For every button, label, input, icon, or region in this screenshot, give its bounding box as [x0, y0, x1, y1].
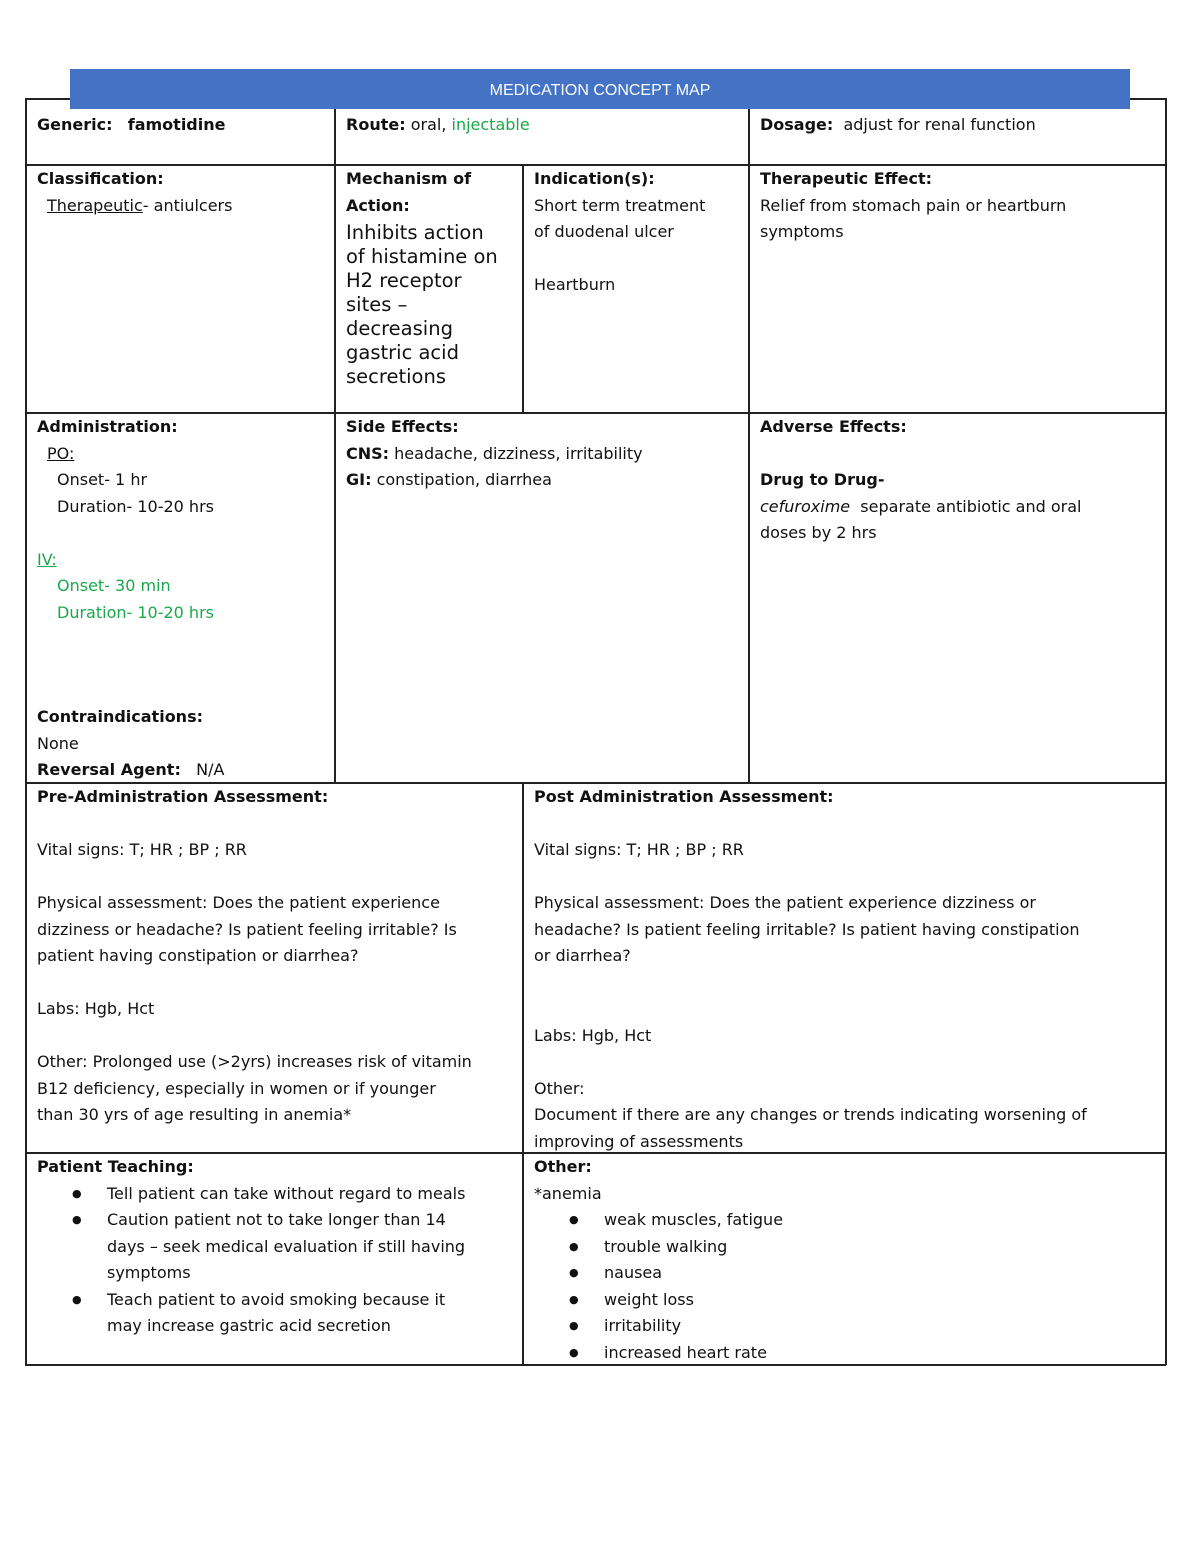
post-physical-line: Physical assessment: Does the patient experience dizziness or [534, 893, 1036, 912]
list-item-text: symptoms [107, 1263, 191, 1282]
route-label: Route: [346, 115, 406, 134]
list-item [37, 1207, 517, 1287]
col-divider-a [334, 98, 336, 783]
classification-cell [37, 166, 327, 219]
post-physical-line: or diarrhea? [534, 946, 631, 965]
pre-labs: Labs: Hgb, Hct [37, 999, 155, 1018]
classification-value [37, 193, 327, 220]
mechanism-line: sites – [346, 293, 408, 316]
side-effects-cns [346, 441, 741, 468]
other-cell [534, 1154, 1159, 1366]
pre-other-line: than 30 yrs of age resulting in anemia* [37, 1105, 352, 1124]
drug-interaction [760, 494, 1160, 521]
post-vitals: Vital signs: T; HR ; BP ; RR [534, 840, 744, 859]
gi-label: GI: [346, 470, 372, 489]
post-assessment-label: Post Administration Assessment: [534, 787, 834, 806]
classification-text: - antiulcers [142, 195, 233, 215]
post-labs: Labs: Hgb, Hct [534, 1025, 652, 1045]
list-item: ● irritability [534, 1313, 1159, 1340]
generic-label: Generic: [37, 115, 113, 134]
mechanism-line: Inhibits action [346, 221, 484, 244]
mechanism-cell [346, 166, 518, 389]
list-item-text: Teach patient to avoid smoking because it [107, 1289, 446, 1309]
list-item: ● nausea [534, 1260, 1159, 1287]
pre-vitals: Vital signs: T; HR ; BP ; RR [37, 840, 247, 859]
pre-physical-line: dizziness or headache? Is patient feeling irritable? Is [37, 919, 457, 939]
page-title: MEDICATION CONCEPT MAP [70, 69, 1130, 109]
po-duration: Duration- 10-20 hrs [57, 496, 214, 516]
administration-label: Administration: [37, 417, 178, 436]
mechanism-label-2: Action: [346, 195, 410, 215]
indications-line: Short term treatment [534, 195, 706, 215]
mechanism-line: gastric acid [346, 341, 459, 364]
adverse-effects-label: Adverse Effects: [760, 417, 907, 436]
pre-physical-line: patient having constipation or diarrhea? [37, 946, 359, 965]
generic-cell [37, 112, 327, 139]
indications-line: of duodenal ulcer [534, 222, 674, 241]
pre-other-line: Other: Prolonged use (>2yrs) increases risk of vitamin [37, 1052, 472, 1071]
therapeutic-effect-cell [760, 166, 1160, 246]
adverse-effects-cell [760, 414, 1160, 547]
dosage-cell [760, 112, 1160, 139]
list-item [37, 1287, 517, 1340]
route-value: oral, [410, 115, 447, 134]
list-item: ● weak muscles, fatigue [534, 1207, 1159, 1234]
iv-onset: Onset- 30 min [57, 576, 171, 595]
dosage-value: adjust for renal function [843, 115, 1036, 134]
list-item-text: may increase gastric acid secretion [107, 1316, 391, 1335]
post-other-line: Document if there are any changes or trends indicating worsening of [534, 1105, 1087, 1124]
iv-label: IV: [37, 549, 57, 569]
other-intro: *anemia [534, 1183, 602, 1203]
post-assessment-cell [534, 784, 1159, 1155]
list-item: ● weight loss [534, 1287, 1159, 1314]
list-item: ● trouble walking [534, 1234, 1159, 1261]
col-divider-d [522, 782, 524, 1365]
cns-value: headache, dizziness, irritability [394, 443, 643, 463]
list-item [37, 1181, 517, 1208]
reversal-value: N/A [196, 760, 225, 779]
gi-value: constipation, diarrhea [376, 470, 552, 489]
post-physical-line: headache? Is patient feeling irritable? Is patient having constipation [534, 919, 1080, 939]
drug-interaction-line: doses by 2 hrs [760, 523, 877, 542]
list-item: ● increased heart rate [534, 1340, 1159, 1367]
mechanism-line: H2 receptor [346, 269, 462, 292]
patient-teaching-label: Patient Teaching: [37, 1157, 194, 1176]
po-onset: Onset- 1 hr [57, 470, 148, 489]
indications-cell [534, 166, 744, 299]
list-item-text: Tell patient can take without regard to meals [107, 1183, 466, 1203]
table-border-right [1165, 98, 1167, 1365]
cns-label: CNS: [346, 443, 390, 463]
contraindications-label: Contraindications: [37, 707, 203, 726]
classification-label: Classification: [37, 169, 164, 188]
administration-cell [37, 414, 327, 626]
therapeutic-effect-line: Relief from stomach pain or heartburn [760, 195, 1067, 215]
route-cell [346, 112, 741, 139]
pre-other-line: B12 deficiency, especially in women or if younger [37, 1078, 436, 1098]
indications-label: Indication(s): [534, 169, 655, 188]
drug-to-drug-label: Drug to Drug- [760, 470, 885, 489]
pre-assessment-cell [37, 784, 517, 1129]
list-item-text: Caution patient not to take longer than 14 [107, 1210, 446, 1229]
drug-interaction-text: separate antibiotic and oral [860, 496, 1082, 516]
classification-sub-label: Therapeutic [47, 195, 143, 215]
side-effects-label: Side Effects: [346, 417, 459, 436]
col-divider-c [522, 164, 524, 413]
generic-value: famotidine [127, 115, 226, 134]
mechanism-line: of histamine on [346, 245, 498, 268]
drug-name: cefuroxime [760, 496, 851, 516]
route-value-injectable: injectable [451, 115, 530, 134]
dosage-label: Dosage: [760, 115, 834, 134]
anemia-list [534, 1207, 1159, 1366]
patient-teaching-list [37, 1181, 517, 1340]
list-item-text: days – seek medical evaluation if still having [107, 1236, 466, 1256]
post-other-label: Other: [534, 1078, 585, 1098]
po-label: PO: [47, 443, 75, 463]
indications-line: Heartburn [534, 275, 616, 294]
reversal-label: Reversal Agent: [37, 760, 181, 779]
mechanism-line: decreasing [346, 317, 453, 340]
mechanism-label-1: Mechanism of [346, 169, 472, 188]
table-border-left [25, 98, 27, 1365]
post-other-line: improving of assessments [534, 1131, 744, 1151]
pre-physical-line: Physical assessment: Does the patient experience [37, 893, 440, 912]
therapeutic-effect-label: Therapeutic Effect: [760, 169, 932, 188]
contraindications-cell [37, 704, 327, 784]
pre-assessment-label: Pre-Administration Assessment: [37, 787, 329, 806]
therapeutic-effect-line: symptoms [760, 222, 844, 241]
reversal-agent [37, 757, 327, 784]
side-effects-cell [346, 414, 741, 494]
contraindications-value: None [37, 733, 79, 753]
mechanism-line: secretions [346, 365, 446, 388]
col-divider-b [748, 98, 750, 783]
iv-duration: Duration- 10-20 hrs [57, 602, 214, 622]
other-label: Other: [534, 1157, 592, 1176]
side-effects-gi [346, 467, 741, 494]
patient-teaching-cell [37, 1154, 517, 1340]
